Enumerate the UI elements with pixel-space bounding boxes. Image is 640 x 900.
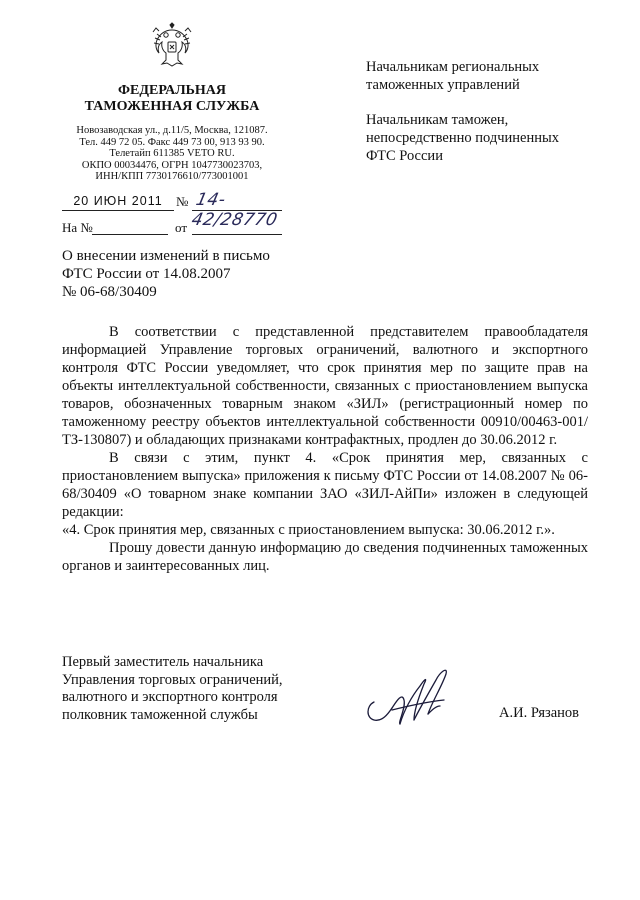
reference-date-label: от [175, 220, 188, 235]
coat-of-arms-eagle-icon [147, 20, 197, 70]
body-paragraph: Прошу довести данную информацию до сведения подчиненных таможенных органов и заинтересованных лиц. [62, 540, 588, 574]
signatory-title [62, 654, 342, 724]
subject-line: № 06-68/30409 [62, 284, 157, 300]
handwritten-signature [362, 662, 462, 734]
subject-line: ФТС России от 14.08.2007 [62, 266, 231, 282]
contact-line: ОКПО 00034476, ОГРН 1047730023703, [81, 159, 263, 171]
contact-line: Тел. 449 72 05. Факс 449 73 00, 913 93 90. [79, 136, 265, 148]
addressee-line: Начальникам региональных [366, 59, 540, 75]
letter-body [62, 323, 588, 575]
addressee-line: непосредственно подчиненных [366, 130, 559, 146]
signatory-title-line: Управления торговых ограничений, [62, 671, 283, 688]
reference-line [62, 220, 292, 238]
addressee-line: Начальникам таможен, [366, 112, 509, 128]
addressee-block [366, 58, 626, 165]
sender-organization [62, 83, 282, 115]
org-name-line-2: ТАМОЖЕННАЯ СЛУЖБА [84, 99, 260, 114]
org-name-line-1: ФЕДЕРАЛЬНАЯ [117, 83, 226, 98]
addressee-line: ФТС России [366, 148, 443, 164]
reference-number-label: На № [62, 220, 93, 235]
registration-date-stamp: 20 ИЮН 2011 [73, 194, 163, 208]
contact-line: Телетайп 611385 VETO RU. [109, 148, 235, 160]
registration-number: 14-42/28770 [189, 190, 280, 230]
signatory-name: А.И. Рязанов [499, 705, 580, 721]
signatory-title-line: валютного и экспортного контроля [62, 689, 278, 705]
body-paragraph: «4. Срок принятия мер, связанных с приостановлением выпуска: 30.06.2012 г.». [62, 522, 555, 538]
sender-contacts [62, 125, 282, 183]
signatory-title-line: полковник таможенной службы [62, 706, 258, 723]
body-paragraph: В соответствии с представленной представителем правообладателя информацией Управление торговых ограничений, валютного и экспортного контроля ФТС России уведомляет, что срок принятия мер по защите прав на объекты интеллектуальной собственности, связанных с приостановлением выпуска товаров, обозначенных товарным знаком «ЗИЛ» (регистрационный номер по таможенному реестру объектов интеллектуальной собственности 00910/00463-001/ТЗ-130807) и обладающих признаками контрафактных, продлен до 30.06.2012 г. [62, 324, 588, 448]
addressee-line: таможенных управлений [366, 77, 520, 93]
subject-line: О внесении изменений в письмо [62, 248, 270, 264]
contact-line: ИНН/КПП 7730176610/773001001 [95, 171, 249, 183]
body-paragraph: В связи с этим, пункт 4. «Срок принятия мер, связанных с приостановлением выпуска» приложения к письму ФТС России от 14.08.2007 № 06-68/30409 «О товарном знаке компании ЗАО «ЗИЛ-АйПи» изложен в следующей редакции: [62, 450, 588, 520]
letter-subject [62, 247, 362, 301]
signatory-title-line: Первый заместитель начальника [62, 654, 264, 670]
number-label: № [176, 194, 189, 209]
contact-line: Новозаводская ул., д.11/5, Москва, 121087. [76, 125, 268, 136]
